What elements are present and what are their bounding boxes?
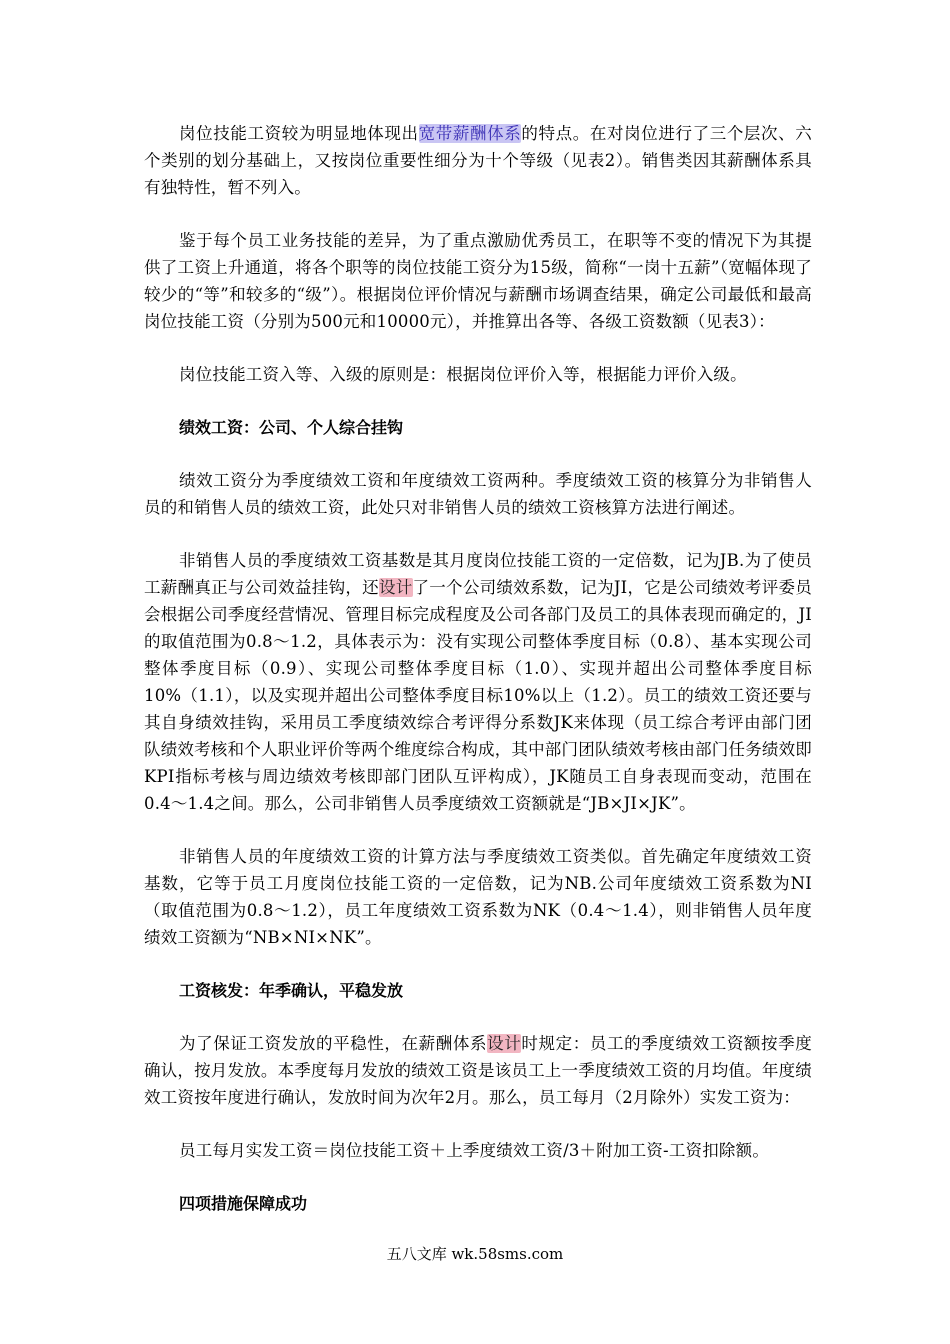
keyword-link-design[interactable]: 设计 [378, 578, 413, 597]
paragraph-pay-formula: 员工每月实发工资＝岗位技能工资＋上季度绩效工资/3＋附加工资-工资扣除额。 [179, 1141, 770, 1160]
paragraph-entry-principle: 岗位技能工资入等、入级的原则是：根据岗位评价入等，根据能力评价入级。 [179, 365, 747, 384]
paragraph-quarterly-performance [144, 547, 812, 817]
paragraph-skill-levels: 鉴于每个员工业务技能的差异，为了重点激励优秀员工，在职等不变的情况下为其提供了工资上升通道，将各个职等的岗位技能工资分为15级，简称“一岗十五薪”（宽幅体现了较少的“等”和较多的“级”）。根据岗位评价情况与薪酬市场调查结果，确定公司最低和最高岗位技能工资（分别为500元和10000元），并推算出各等、各级工资数额（见表3）： [144, 231, 812, 331]
paragraph-performance-types: 绩效工资分为季度绩效工资和年度绩效工资两种。季度绩效工资的核算分为非销售人员的和销售人员的绩效工资，此处只对非销售人员的绩效工资核算方法进行阐述。 [144, 471, 812, 517]
paragraph-text: 时规定：员工的季度绩效工资额按季度确认，按月发放。本季度每月发放的绩效工资是该员工上一季度绩效工资的月均值。年度绩效工资按年度进行确认，发放时间为次年2月。那么，员工每月（2月除外）实发工资为： [144, 1034, 812, 1107]
paragraph-text: 了一个公司绩效系数，记为JI，它是公司绩效考评委员会根据公司季度经营情况、管理目标完成程度及公司各部门及员工的具体表现而确定的，JI的取值范围为0.8～1.2，具体表示为：没有实现公司整体季度目标（0.8）、基本实现公司整体季度目标（0.9）、实现公司整体季度目标（1.0）、实现并超出公司整体季度目标10%（1.1），以及实现并超出公司整体季度目标10%以上（1.2）。员工的绩效工资还要与其自身绩效挂钩，采用员工季度绩效综合考评得分系数JK来体现（员工综合考评由部门团队绩效考核和个人职业评价等两个维度综合构成，其中部门团队绩效考核由部门任务绩效即KPI指标考核与周边绩效考核即部门团队互评构成），JK随员工自身表现而变动，范围在0.4～1.4之间。那么，公司非销售人员季度绩效工资额就是“JB×JI×JK”。 [144, 578, 812, 813]
paragraph-text: 岗位技能工资较为明显地体现出 [179, 124, 419, 143]
paragraph-text: 的特点。在对岗位进行了三个层次、六个类别的划分基础上，又按岗位重要性细分为十个等级（见表2）。销售类因其薪酬体系具有独特性，暂不列入。 [144, 124, 812, 197]
heading-pay-issuance: 工资核发：年季确认，平稳发放 [179, 981, 404, 1000]
keyword-link-broadband-pay[interactable]: 宽带薪酬体系 [418, 124, 522, 143]
paragraph-annual-performance: 非销售人员的年度绩效工资的计算方法与季度绩效工资类似。首先确定年度绩效工资基数，它等于员工月度岗位技能工资的一定倍数，记为NB.公司年度绩效工资系数为NI（取值范围为0.8～1.2），员工年度绩效工资系数为NK（0.4～1.4），则非销售人员年度绩效工资额为“NB×NI×NK”。 [144, 847, 812, 947]
paragraph-text: 为了保证工资发放的平稳性，在薪酬体系 [179, 1034, 488, 1053]
page-footer: 五八文库 wk.58sms.com [386, 1245, 564, 1263]
paragraph-pay-stability [144, 1030, 812, 1111]
document-body [144, 120, 812, 1243]
heading-performance-pay: 绩效工资：公司、个人综合挂钩 [179, 418, 404, 437]
heading-four-measures: 四项措施保障成功 [179, 1194, 308, 1213]
keyword-link-design[interactable]: 设计 [487, 1034, 522, 1053]
paragraph-broadband-pay [144, 120, 812, 201]
paragraph-text: 非销售人员的季度绩效工资基数是其月度岗位技能工资的一定倍数，记为JB.为了使员工薪酬真正与公司效益挂钩，还 [144, 551, 812, 597]
